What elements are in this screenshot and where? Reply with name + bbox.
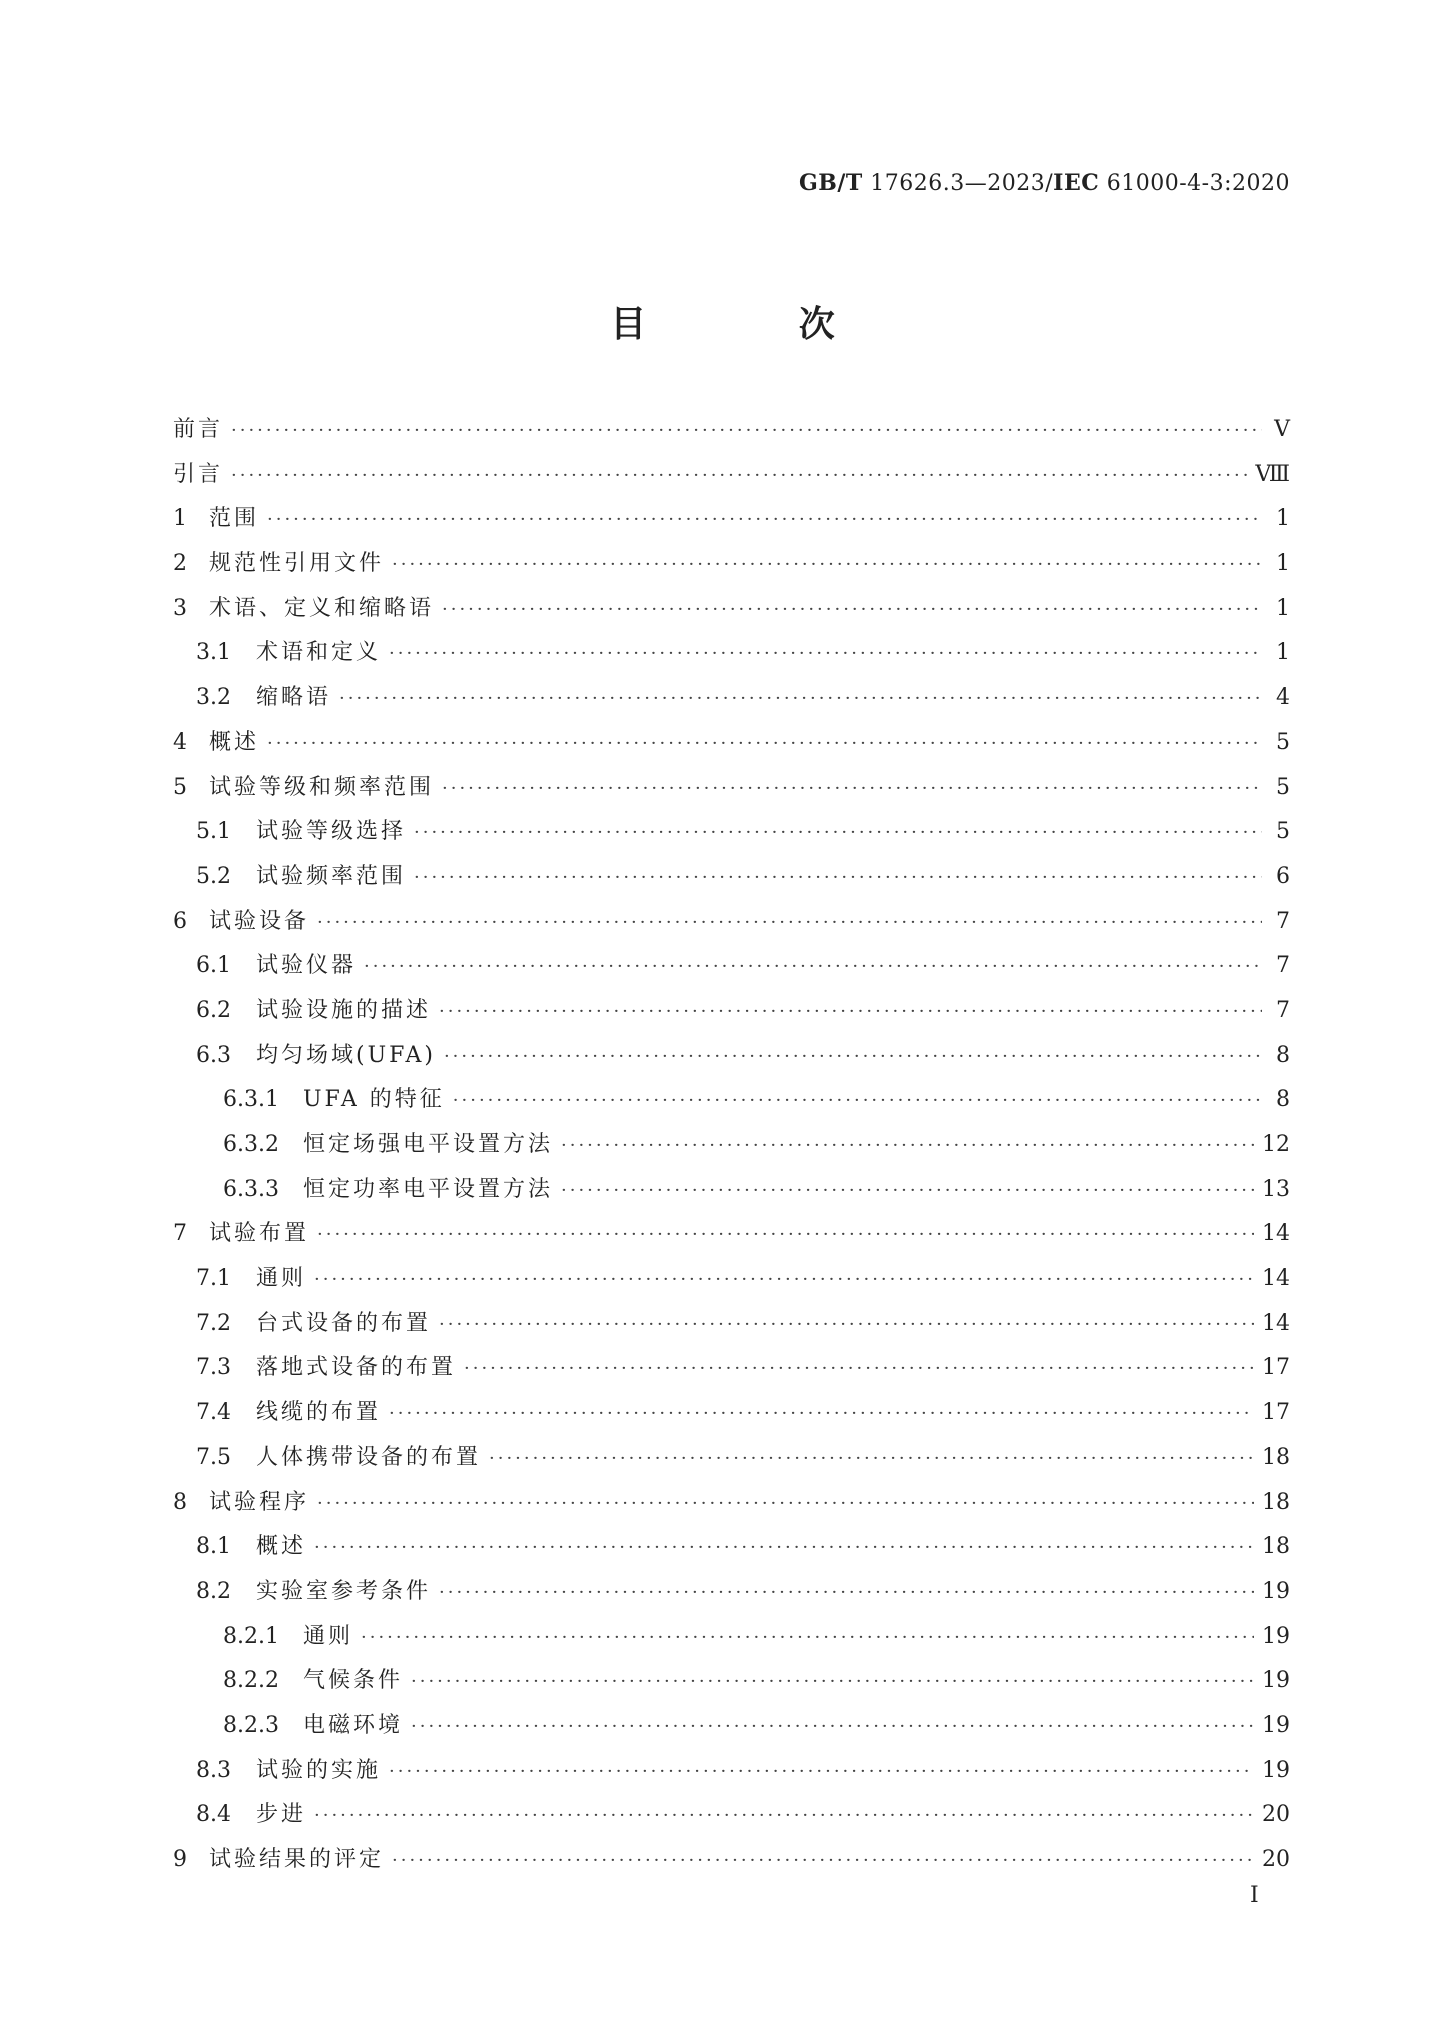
toc-entry-page: 5 — [1276, 774, 1290, 800]
toc-entry[interactable] — [173, 810, 1290, 855]
toc-entry[interactable] — [173, 1168, 1290, 1213]
iec-prefix: IEC — [1053, 170, 1100, 196]
toc-entry-label: 试验的实施 — [256, 1757, 382, 1783]
toc-entry-page: 19 — [1262, 1623, 1290, 1649]
toc-entry[interactable] — [173, 1302, 1290, 1347]
toc-entry-number: 6 — [173, 908, 187, 934]
toc-entry-label: 试验设备 — [209, 908, 310, 934]
toc-entry-number: 5 — [173, 774, 187, 800]
toc-entry-number: 7.5 — [196, 1444, 231, 1470]
toc-entry-label: 通则 — [256, 1266, 307, 1292]
toc-dot-leader — [317, 1482, 1254, 1527]
toc-entry-page: 17 — [1262, 1355, 1290, 1381]
toc-entry-page: 7 — [1276, 908, 1290, 934]
toc-dot-leader — [439, 1303, 1254, 1348]
standard-code: GB/T — [798, 170, 863, 196]
toc-entry[interactable] — [173, 766, 1290, 811]
iec-number: 61000-4-3:2020 — [1106, 171, 1290, 196]
toc-entry-number: 3 — [173, 595, 187, 621]
toc-dot-leader — [414, 856, 1262, 901]
toc-entry[interactable] — [173, 1659, 1290, 1704]
toc-dot-leader — [411, 1660, 1254, 1705]
toc-entry-page: 18 — [1262, 1444, 1290, 1470]
toc-entry-page: 14 — [1262, 1221, 1290, 1247]
toc-entry-label: 恒定场强电平设置方法 — [303, 1132, 554, 1157]
toc-entry[interactable] — [173, 1123, 1290, 1168]
toc-entry-page: 7 — [1276, 953, 1290, 979]
toc-dot-leader — [389, 1750, 1254, 1795]
toc-entry-page: 20 — [1262, 1802, 1290, 1828]
toc-entry-label: 气候条件 — [303, 1668, 404, 1694]
toc-entry[interactable] — [173, 587, 1290, 632]
toc-entry[interactable] — [173, 1212, 1290, 1257]
toc-entry-page: 5 — [1276, 729, 1290, 755]
toc-entry-number: 6.3 — [196, 1042, 231, 1068]
toc-entry-page: Ⅴ — [1274, 417, 1290, 442]
toc-dot-leader — [314, 1258, 1254, 1303]
page-title: 目 次 — [610, 303, 905, 345]
toc-entry-number: 7.2 — [196, 1310, 231, 1336]
toc-entry-label: 步进 — [256, 1802, 307, 1828]
toc-dot-leader — [439, 990, 1262, 1035]
toc-entry-page: 1 — [1276, 506, 1290, 532]
toc-entry-number: 6.2 — [196, 997, 231, 1023]
toc-entry-number: 5.1 — [196, 819, 231, 845]
toc-entry-label: 人体携带设备的布置 — [256, 1444, 482, 1470]
toc-entry-label: 术语和定义 — [256, 640, 382, 666]
toc-entry-label: 规范性引用文件 — [209, 551, 385, 577]
toc-entry[interactable] — [173, 1391, 1290, 1436]
toc-entry-page: 7 — [1276, 997, 1290, 1023]
toc-entry[interactable] — [173, 1078, 1290, 1123]
toc-entry-page: 4 — [1276, 685, 1290, 711]
toc-entry-number: 2 — [173, 551, 187, 577]
toc-entry-page: 19 — [1262, 1668, 1290, 1694]
toc-entry-page: Ⅷ — [1255, 461, 1290, 487]
toc-entry-number: 3.2 — [196, 685, 231, 711]
toc-entry-label: 试验等级选择 — [256, 819, 407, 845]
toc-entry-number: 4 — [173, 729, 187, 755]
toc-entry-label: 电磁环境 — [303, 1712, 404, 1738]
toc-entry-page: 18 — [1262, 1534, 1290, 1560]
toc-dot-leader — [411, 1705, 1254, 1750]
toc-entry-number: 5.2 — [196, 863, 231, 889]
toc-entry-page: 14 — [1262, 1310, 1290, 1336]
toc-entry-label: 线缆的布置 — [256, 1400, 382, 1426]
toc-dot-leader — [414, 811, 1262, 856]
page-number: Ⅰ — [1250, 1883, 1259, 1908]
toc-entry[interactable] — [173, 497, 1290, 542]
toc-entry-number: 8 — [173, 1489, 187, 1515]
toc-entry[interactable] — [173, 631, 1290, 676]
toc-entry-page: 8 — [1276, 1042, 1290, 1068]
toc-entry-label: 范围 — [209, 506, 260, 532]
toc-dot-leader — [231, 454, 1247, 499]
toc-entry-page: 20 — [1262, 1847, 1290, 1872]
toc-entry-number: 8.2 — [196, 1578, 231, 1604]
toc-entry-number: 8.2.1 — [223, 1623, 279, 1649]
toc-entry[interactable] — [173, 453, 1290, 498]
toc-entry-page: 17 — [1262, 1400, 1290, 1426]
table-of-contents — [173, 408, 1290, 1883]
toc-dot-leader — [389, 632, 1262, 677]
toc-dot-leader — [444, 1035, 1262, 1080]
toc-entry-label: 恒定功率电平设置方法 — [303, 1176, 554, 1202]
toc-dot-leader — [561, 1169, 1254, 1214]
toc-entry-page: 1 — [1276, 551, 1290, 577]
toc-entry-number: 6.1 — [196, 953, 231, 979]
toc-entry[interactable] — [173, 1615, 1290, 1660]
toc-entry-number: 7.4 — [196, 1400, 231, 1426]
toc-entry[interactable] — [173, 1793, 1290, 1838]
toc-entry-page: 19 — [1262, 1712, 1290, 1738]
toc-entry-number: 6.3.1 — [223, 1087, 279, 1113]
toc-entry-number: 7.3 — [196, 1355, 231, 1381]
toc-entry-label: 概述 — [256, 1534, 307, 1560]
toc-entry-label: 实验室参考条件 — [256, 1578, 432, 1604]
toc-dot-leader — [442, 588, 1262, 633]
toc-entry-page: 19 — [1262, 1757, 1290, 1783]
toc-entry[interactable] — [173, 1525, 1290, 1570]
toc-entry-label: UFA 的特征 — [303, 1087, 445, 1113]
toc-entry[interactable] — [173, 1570, 1290, 1615]
toc-dot-leader — [364, 945, 1262, 990]
toc-entry[interactable] — [173, 900, 1290, 945]
toc-entry-number: 8.2.2 — [223, 1668, 279, 1694]
toc-dot-leader — [317, 901, 1262, 946]
toc-dot-leader — [464, 1347, 1254, 1392]
toc-entry[interactable] — [173, 1749, 1290, 1794]
toc-entry-label: 前言 — [173, 417, 224, 442]
toc-entry-label: 试验布置 — [209, 1221, 310, 1247]
toc-entry-page: 1 — [1276, 595, 1290, 621]
toc-entry-page: 18 — [1262, 1489, 1290, 1515]
toc-entry-number: 1 — [173, 506, 187, 532]
toc-entry-label: 试验仪器 — [256, 953, 357, 979]
toc-entry-label: 通则 — [303, 1623, 354, 1649]
toc-entry-number: 8.3 — [196, 1757, 231, 1783]
toc-dot-leader — [389, 1392, 1254, 1437]
toc-dot-leader — [442, 767, 1262, 812]
toc-entry[interactable] — [173, 944, 1290, 989]
toc-entry-number: 7 — [173, 1221, 187, 1247]
toc-entry-number: 7.1 — [196, 1266, 231, 1292]
toc-entry-page: 19 — [1262, 1578, 1290, 1604]
toc-entry-page: 14 — [1262, 1266, 1290, 1292]
toc-dot-leader — [489, 1437, 1254, 1482]
toc-dot-leader — [267, 498, 1262, 543]
toc-entry-number: 8.2.3 — [223, 1712, 279, 1738]
toc-entry-label: 缩略语 — [256, 685, 332, 711]
toc-entry-number: 9 — [173, 1847, 187, 1872]
toc-dot-leader — [314, 1794, 1254, 1839]
toc-entry[interactable] — [173, 1257, 1290, 1302]
standard-number: 17626.3—2023/ — [870, 171, 1054, 196]
toc-entry-number: 8.1 — [196, 1534, 231, 1560]
document-header — [799, 170, 1290, 196]
toc-entry-label: 引言 — [173, 461, 224, 487]
toc-entry[interactable] — [173, 542, 1290, 587]
toc-entry[interactable] — [173, 1346, 1290, 1391]
toc-entry[interactable] — [173, 1034, 1290, 1079]
toc-entry[interactable] — [173, 1436, 1290, 1481]
toc-entry[interactable] — [173, 989, 1290, 1034]
toc-dot-leader — [314, 1526, 1254, 1571]
toc-entry[interactable] — [173, 1838, 1290, 1883]
toc-entry[interactable] — [173, 1704, 1290, 1749]
toc-entry-label: 试验设施的描述 — [256, 997, 432, 1023]
toc-entry-label: 试验结果的评定 — [209, 1847, 385, 1872]
toc-entry[interactable] — [173, 408, 1290, 453]
toc-dot-leader — [231, 409, 1262, 454]
toc-dot-leader — [339, 677, 1262, 722]
toc-entry-label: 概述 — [209, 729, 260, 755]
toc-entry-page: 1 — [1276, 640, 1290, 666]
toc-entry-label: 试验频率范围 — [256, 863, 407, 889]
toc-entry-number: 8.4 — [196, 1802, 231, 1828]
toc-entry-label: 试验等级和频率范围 — [209, 774, 435, 800]
toc-entry-label: 均匀场域(UFA) — [256, 1042, 436, 1068]
toc-entry[interactable] — [173, 721, 1290, 766]
toc-dot-leader — [453, 1079, 1262, 1124]
toc-entry-label: 试验程序 — [209, 1489, 310, 1515]
toc-dot-leader — [392, 1839, 1254, 1884]
toc-entry-label: 台式设备的布置 — [256, 1310, 432, 1336]
toc-dot-leader — [317, 1213, 1254, 1258]
toc-entry-page: 6 — [1276, 863, 1290, 889]
toc-entry-page: 12 — [1262, 1132, 1290, 1157]
toc-entry[interactable] — [173, 676, 1290, 721]
toc-entry[interactable] — [173, 1481, 1290, 1526]
toc-entry-page: 8 — [1276, 1087, 1290, 1113]
toc-entry-number: 3.1 — [196, 640, 231, 666]
toc-dot-leader — [267, 722, 1262, 767]
toc-entry[interactable] — [173, 855, 1290, 900]
toc-entry-number: 6.3.3 — [223, 1176, 279, 1202]
toc-dot-leader — [392, 543, 1262, 588]
toc-entry-page: 5 — [1276, 819, 1290, 845]
toc-entry-label: 落地式设备的布置 — [256, 1355, 457, 1381]
toc-dot-leader — [561, 1124, 1254, 1169]
toc-entry-number: 6.3.2 — [223, 1132, 279, 1157]
toc-dot-leader — [439, 1571, 1254, 1616]
toc-entry-page: 13 — [1262, 1176, 1290, 1202]
toc-entry-label: 术语、定义和缩略语 — [209, 595, 435, 621]
toc-dot-leader — [361, 1616, 1254, 1661]
